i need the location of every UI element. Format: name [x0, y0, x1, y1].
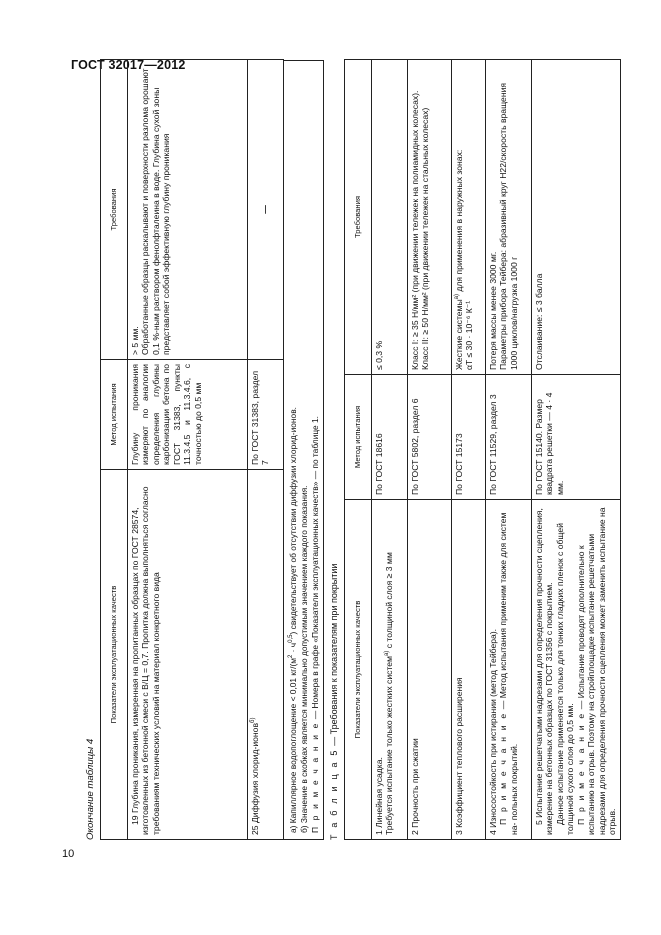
- footnote-b: б) Значение в скобках является минимально допустимым значением каждого показания.: [298, 485, 309, 833]
- table5-col-header: Требования: [344, 60, 371, 375]
- table4: [100, 59, 284, 840]
- table5-row5-requirement: Отслаивание: ≤ 3 балла: [531, 60, 620, 375]
- table4-row25-indicator: 25 Диффузия хлорид-ионов$^{б)}$: [247, 470, 283, 840]
- table4-col-header: Требования: [100, 60, 127, 360]
- table5-caption: Т а б л и ц а 5 — Требования к показателям при покрытии: [329, 563, 339, 840]
- table4-footnotes: [284, 60, 325, 840]
- table5-row3-method: По ГОСТ 15173: [451, 375, 485, 500]
- table5-row2-requirement: Класс I: ≥ 35 Н/мм² (при движении тележек на полиамидных колесах). Класс II: ≥ 50 Н/мм² (при движении тележек на стальных колесах): [407, 60, 451, 375]
- table-row: [127, 60, 247, 840]
- table-row: [371, 60, 407, 840]
- page-number: 10: [62, 848, 75, 860]
- table-row: [407, 60, 451, 840]
- table4-row19-requirement: > 5 мм. Обработанные образцы раскалывают и поверхности разлома орошают 0,1 %-ным раствором фенолфталеина в воде. Глубина сухой зоны представляет собой эффективную глубину проникания: [127, 60, 247, 360]
- table4-col-header: Показатели эксплуатационных качеств: [100, 470, 127, 840]
- table4-row19-method: Глубину проникания измеряют по аналогии определения глубины карбонизации бетона по ГОСТ 31383, пункты 11.3.4.5 и 11.3.4.6, с точностью до 0,5 мм: [127, 360, 247, 470]
- table4-note: П р и м е ч а н и е — Номера в графе «Показатели эксплуатационных качеств» — по таблице 1.: [309, 416, 320, 833]
- table5-row2-method: По ГОСТ 5802, раздел 6: [407, 375, 451, 500]
- table5: [344, 59, 621, 840]
- table4-col-header: Метод испытания: [100, 360, 127, 470]
- table5-row5-method: По ГОСТ 15140. Размер квадрата решетки — 4 · 4 мм.: [531, 375, 620, 500]
- table5-row1-indicator: 1 Линейная усадка. Требуется испытание только жестких систем$^{а)}$ с толщиной слоя ≥ 3 мм: [371, 500, 407, 840]
- table4-header-row: [100, 60, 127, 840]
- table4-row25-requirement: —: [247, 60, 283, 360]
- table5-row1-method: По ГОСТ 18616: [371, 375, 407, 500]
- table4-row25-method: По ГОСТ 31383, раздел 7: [247, 360, 283, 470]
- table5-row4-method: По ГОСТ 11529, раздел 3: [485, 375, 531, 500]
- table-row: [531, 60, 620, 840]
- table-row: [247, 60, 283, 840]
- table5-col-header: Показатели эксплуатационных качеств: [344, 500, 371, 840]
- table5-row4-requirement: Потеря массы менее 3000 мг. Параметры прибора Тейбера: абразивный круг H22/скорость вращения 1000 циклов/нагрузка 1000 г: [485, 60, 531, 375]
- rotated-page-content: [67, 60, 627, 840]
- table5-row2-indicator: 2 Прочность при сжатии: [407, 500, 451, 840]
- table4-block: [85, 60, 324, 840]
- table4-caption: Окончание таблицы 4: [85, 738, 96, 840]
- table5-row5-indicator: 5 Испытание решетчатыми надрезами для определения прочности сцепления, измерение на бетонных образцах по ГОСТ 31356 с покрытием. Данное испытание применяется только для тонких гладких пленок с общей толщиной сухого слоя до 0,5 мм. П р и м е ч а н и е — Испытание проводят дополнительно к испытанию на отрыв. Поэтому на стройплощадке испытание решетчатыми надрезами для определения прочности сцепления может заменить испытание на отрыв.: [531, 500, 620, 840]
- table5-row1-requirement: ≤ 0,3 %: [371, 60, 407, 375]
- table5-block: [329, 60, 621, 840]
- table5-header-row: [344, 60, 371, 840]
- table5-row3-indicator: 3 Коэффициент теплового расширения: [451, 500, 485, 840]
- table-row: [451, 60, 485, 840]
- table5-row3-requirement: Жесткие системы$^{а)}$ для применения в наружных зонах: αT ≤ 30 · 10⁻⁶ К⁻¹: [451, 60, 485, 375]
- document-header: ГОСТ 32017—2012: [71, 58, 186, 72]
- table5-row4-indicator: 4 Износостойкость при истирании (метод Тейбера). П р и м е ч а н и е — Метод испытания применим также для систем на- польных покрытий.: [485, 500, 531, 840]
- footnote-a: а) Капиллярное водопоглощение < 0,01 $кг/(м^2 \cdot ч^{0,5})$ свидетельствует об отсутствии диффузии хлорид-ионов.: [287, 407, 298, 833]
- table5-col-header: Метод испытания: [344, 375, 371, 500]
- table4-row19-indicator: 19 Глубина проникания, измеренная на пропитанных образцах по ГОСТ 28574, изготовленных из бетонной смеси с В/Ц = 0,7. Пропитка должна выполняться согласно требованиям технических условий на материал конкретного вида: [127, 470, 247, 840]
- table-row: [485, 60, 531, 840]
